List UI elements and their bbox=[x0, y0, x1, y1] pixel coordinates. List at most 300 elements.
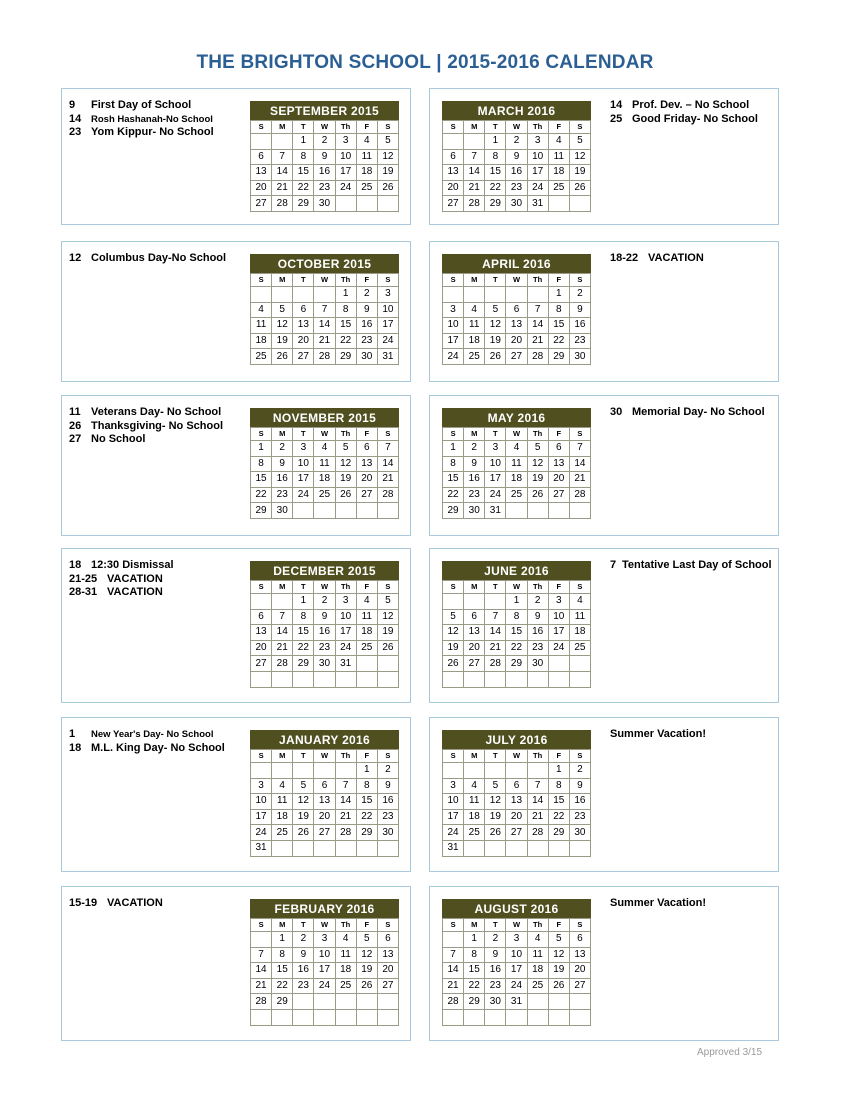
day-cell: 3 bbox=[506, 932, 527, 948]
day-cell bbox=[335, 503, 356, 519]
weekday-header: W bbox=[506, 919, 527, 932]
day-cell: 14 bbox=[527, 318, 548, 334]
month-panel bbox=[61, 717, 411, 872]
weekday-header: Th bbox=[527, 750, 548, 763]
day-cell: 26 bbox=[377, 640, 398, 656]
day-cell: 22 bbox=[485, 180, 506, 196]
day-cell: 13 bbox=[506, 318, 527, 334]
weekday-header: M bbox=[464, 121, 485, 134]
weekday-header: S bbox=[443, 121, 464, 134]
event-item bbox=[69, 897, 247, 911]
weekday-header: M bbox=[464, 581, 485, 594]
day-cell: 2 bbox=[272, 441, 293, 457]
day-cell bbox=[443, 1009, 464, 1025]
day-cell: 9 bbox=[314, 609, 335, 625]
month-panel bbox=[429, 886, 779, 1041]
weekday-header: S bbox=[569, 750, 590, 763]
day-cell: 15 bbox=[548, 318, 569, 334]
day-cell: 15 bbox=[485, 165, 506, 181]
weekday-header: W bbox=[314, 750, 335, 763]
day-cell: 31 bbox=[443, 840, 464, 856]
weekday-header: T bbox=[485, 919, 506, 932]
event-list bbox=[610, 897, 778, 911]
event-item bbox=[610, 728, 778, 742]
day-cell bbox=[527, 840, 548, 856]
day-cell bbox=[356, 1009, 377, 1025]
day-cell: 14 bbox=[485, 625, 506, 641]
day-cell: 3 bbox=[527, 134, 548, 150]
day-cell bbox=[377, 840, 398, 856]
day-cell bbox=[464, 594, 485, 610]
day-cell: 10 bbox=[293, 456, 314, 472]
month-calendar bbox=[250, 254, 399, 365]
day-cell: 22 bbox=[464, 978, 485, 994]
weekday-header: T bbox=[293, 919, 314, 932]
day-cell: 24 bbox=[335, 180, 356, 196]
weekday-header: S bbox=[377, 121, 398, 134]
day-cell: 16 bbox=[377, 794, 398, 810]
event-text: Summer Vacation! bbox=[610, 728, 706, 740]
day-cell: 1 bbox=[251, 441, 272, 457]
day-cell: 21 bbox=[272, 640, 293, 656]
day-cell: 29 bbox=[293, 196, 314, 212]
day-cell bbox=[356, 671, 377, 687]
weekday-header: Th bbox=[335, 121, 356, 134]
day-cell bbox=[485, 287, 506, 303]
day-grid bbox=[250, 120, 399, 212]
day-cell: 13 bbox=[251, 625, 272, 641]
day-cell: 21 bbox=[377, 472, 398, 488]
day-cell: 23 bbox=[377, 809, 398, 825]
month-calendar bbox=[250, 408, 399, 519]
day-cell bbox=[377, 1009, 398, 1025]
day-cell bbox=[251, 594, 272, 610]
day-cell bbox=[356, 503, 377, 519]
day-cell: 30 bbox=[569, 349, 590, 365]
day-cell: 20 bbox=[506, 809, 527, 825]
day-cell: 18 bbox=[272, 809, 293, 825]
event-list bbox=[69, 559, 247, 600]
day-cell: 19 bbox=[377, 165, 398, 181]
day-cell: 5 bbox=[293, 778, 314, 794]
day-cell bbox=[443, 763, 464, 779]
day-cell bbox=[293, 840, 314, 856]
weekday-header: Th bbox=[335, 919, 356, 932]
day-cell bbox=[272, 671, 293, 687]
day-cell: 1 bbox=[293, 594, 314, 610]
day-cell: 10 bbox=[251, 794, 272, 810]
day-cell bbox=[314, 671, 335, 687]
day-cell: 4 bbox=[335, 932, 356, 948]
day-cell bbox=[548, 840, 569, 856]
month-name: SEPTEMBER 2015 bbox=[250, 101, 399, 120]
day-cell: 17 bbox=[335, 625, 356, 641]
month-name: DECEMBER 2015 bbox=[250, 561, 399, 580]
day-cell: 24 bbox=[548, 640, 569, 656]
day-cell: 17 bbox=[314, 963, 335, 979]
day-cell: 15 bbox=[293, 165, 314, 181]
day-cell bbox=[314, 994, 335, 1010]
day-cell: 14 bbox=[569, 456, 590, 472]
event-item bbox=[69, 573, 247, 587]
event-text: Veterans Day- No School bbox=[91, 406, 222, 418]
day-cell: 18 bbox=[314, 472, 335, 488]
event-text: Columbus Day-No School bbox=[91, 252, 227, 264]
day-cell bbox=[443, 594, 464, 610]
day-cell: 27 bbox=[506, 349, 527, 365]
day-cell: 28 bbox=[335, 825, 356, 841]
day-cell: 30 bbox=[377, 825, 398, 841]
day-cell: 17 bbox=[443, 333, 464, 349]
weekday-header: F bbox=[548, 750, 569, 763]
day-cell bbox=[527, 1009, 548, 1025]
day-cell: 4 bbox=[527, 932, 548, 948]
day-cell: 11 bbox=[464, 318, 485, 334]
day-cell bbox=[293, 671, 314, 687]
day-cell: 23 bbox=[314, 180, 335, 196]
day-grid bbox=[442, 427, 591, 519]
day-cell bbox=[377, 196, 398, 212]
day-cell: 24 bbox=[443, 825, 464, 841]
day-cell: 23 bbox=[356, 333, 377, 349]
month-panel bbox=[429, 241, 779, 382]
day-cell: 13 bbox=[293, 318, 314, 334]
day-cell: 6 bbox=[464, 609, 485, 625]
day-cell: 9 bbox=[569, 302, 590, 318]
day-cell bbox=[569, 840, 590, 856]
day-cell bbox=[527, 763, 548, 779]
day-cell: 9 bbox=[377, 778, 398, 794]
day-cell: 5 bbox=[548, 932, 569, 948]
weekday-header: T bbox=[485, 581, 506, 594]
day-cell: 2 bbox=[356, 287, 377, 303]
day-cell bbox=[251, 763, 272, 779]
day-cell: 11 bbox=[548, 149, 569, 165]
event-date: 26 bbox=[69, 419, 82, 432]
day-cell: 4 bbox=[356, 134, 377, 150]
day-cell: 9 bbox=[569, 778, 590, 794]
day-cell: 2 bbox=[314, 594, 335, 610]
event-item bbox=[69, 252, 247, 266]
weekday-header: S bbox=[377, 428, 398, 441]
event-list bbox=[69, 99, 247, 140]
day-cell: 19 bbox=[377, 625, 398, 641]
day-cell: 17 bbox=[443, 809, 464, 825]
month-calendar bbox=[442, 101, 591, 212]
weekday-header: S bbox=[251, 750, 272, 763]
day-cell: 20 bbox=[314, 809, 335, 825]
day-cell: 7 bbox=[377, 441, 398, 457]
event-item bbox=[69, 420, 247, 434]
weekday-header: M bbox=[464, 428, 485, 441]
day-cell: 12 bbox=[443, 625, 464, 641]
day-cell: 12 bbox=[377, 609, 398, 625]
event-date: 28-31 bbox=[69, 586, 98, 598]
day-cell bbox=[356, 994, 377, 1010]
day-cell: 2 bbox=[464, 441, 485, 457]
event-item bbox=[610, 99, 778, 113]
day-cell: 17 bbox=[293, 472, 314, 488]
event-date: 11 bbox=[69, 406, 81, 418]
day-cell: 17 bbox=[506, 963, 527, 979]
day-cell: 23 bbox=[293, 978, 314, 994]
day-cell bbox=[485, 671, 506, 687]
day-cell bbox=[464, 671, 485, 687]
day-cell: 7 bbox=[527, 778, 548, 794]
weekday-header: S bbox=[251, 581, 272, 594]
day-cell bbox=[527, 671, 548, 687]
weekday-header: S bbox=[443, 581, 464, 594]
day-cell: 3 bbox=[377, 287, 398, 303]
day-cell: 3 bbox=[335, 134, 356, 150]
day-cell: 30 bbox=[314, 656, 335, 672]
day-cell: 4 bbox=[314, 441, 335, 457]
day-grid bbox=[250, 427, 399, 519]
day-cell: 9 bbox=[527, 609, 548, 625]
day-cell: 4 bbox=[272, 778, 293, 794]
event-date: 27 bbox=[69, 433, 82, 445]
day-cell: 25 bbox=[506, 487, 527, 503]
day-cell: 25 bbox=[527, 978, 548, 994]
day-cell: 6 bbox=[377, 932, 398, 948]
day-cell: 1 bbox=[548, 287, 569, 303]
day-cell bbox=[335, 196, 356, 212]
day-cell bbox=[569, 503, 590, 519]
weekday-header: W bbox=[314, 428, 335, 441]
day-cell bbox=[293, 994, 314, 1010]
day-cell: 24 bbox=[335, 640, 356, 656]
weekday-header: T bbox=[485, 274, 506, 287]
day-cell: 16 bbox=[569, 794, 590, 810]
day-cell: 7 bbox=[314, 302, 335, 318]
event-item bbox=[610, 559, 778, 573]
day-cell: 22 bbox=[335, 333, 356, 349]
event-item bbox=[69, 126, 247, 140]
day-cell: 7 bbox=[569, 441, 590, 457]
day-cell: 8 bbox=[506, 609, 527, 625]
day-cell: 10 bbox=[527, 149, 548, 165]
day-cell: 21 bbox=[485, 640, 506, 656]
day-cell bbox=[569, 196, 590, 212]
weekday-header: S bbox=[377, 919, 398, 932]
day-cell: 10 bbox=[443, 318, 464, 334]
event-date: 21-25 bbox=[69, 572, 98, 585]
day-cell: 18 bbox=[356, 625, 377, 641]
event-list bbox=[69, 728, 247, 755]
day-cell: 30 bbox=[464, 503, 485, 519]
day-cell: 31 bbox=[251, 840, 272, 856]
weekday-header: M bbox=[464, 750, 485, 763]
weekday-header: M bbox=[464, 919, 485, 932]
day-cell bbox=[272, 287, 293, 303]
event-date: 18-22 bbox=[610, 252, 639, 264]
month-panel bbox=[429, 548, 779, 703]
weekday-header: S bbox=[377, 750, 398, 763]
event-list bbox=[610, 99, 778, 126]
day-cell: 19 bbox=[548, 963, 569, 979]
day-cell: 13 bbox=[443, 165, 464, 181]
day-cell: 1 bbox=[464, 932, 485, 948]
event-text: Prof. Dev. – No School bbox=[632, 99, 750, 111]
day-cell: 25 bbox=[356, 180, 377, 196]
day-cell: 18 bbox=[464, 333, 485, 349]
day-cell: 8 bbox=[548, 302, 569, 318]
day-cell bbox=[548, 503, 569, 519]
weekday-header: T bbox=[485, 121, 506, 134]
day-cell: 25 bbox=[335, 978, 356, 994]
day-cell: 13 bbox=[251, 165, 272, 181]
day-cell: 6 bbox=[506, 302, 527, 318]
weekday-header: S bbox=[443, 919, 464, 932]
day-cell: 12 bbox=[272, 318, 293, 334]
day-cell: 31 bbox=[335, 656, 356, 672]
day-cell: 17 bbox=[377, 318, 398, 334]
day-cell bbox=[464, 840, 485, 856]
weekday-header: S bbox=[569, 274, 590, 287]
day-cell: 5 bbox=[356, 932, 377, 948]
day-cell bbox=[356, 840, 377, 856]
day-cell: 1 bbox=[548, 763, 569, 779]
event-item bbox=[69, 742, 247, 756]
weekday-header: W bbox=[506, 581, 527, 594]
month-panel bbox=[429, 717, 779, 872]
day-cell bbox=[314, 287, 335, 303]
day-cell bbox=[548, 671, 569, 687]
day-cell: 14 bbox=[272, 625, 293, 641]
weekday-header: S bbox=[569, 121, 590, 134]
day-cell bbox=[485, 840, 506, 856]
day-cell: 10 bbox=[314, 947, 335, 963]
event-list bbox=[610, 406, 778, 420]
day-cell: 2 bbox=[569, 287, 590, 303]
day-cell: 12 bbox=[356, 947, 377, 963]
day-cell: 22 bbox=[293, 640, 314, 656]
day-cell: 27 bbox=[548, 487, 569, 503]
day-cell: 3 bbox=[314, 932, 335, 948]
day-cell bbox=[272, 134, 293, 150]
day-cell bbox=[443, 134, 464, 150]
event-text: First Day of School bbox=[91, 99, 192, 111]
weekday-header: Th bbox=[335, 581, 356, 594]
event-text: VACATION bbox=[107, 897, 163, 909]
weekday-header: F bbox=[548, 919, 569, 932]
weekday-header: T bbox=[485, 750, 506, 763]
day-cell: 27 bbox=[356, 487, 377, 503]
day-cell: 13 bbox=[377, 947, 398, 963]
day-cell: 24 bbox=[443, 349, 464, 365]
event-text: VACATION bbox=[107, 586, 163, 598]
day-grid bbox=[442, 749, 591, 857]
day-cell: 5 bbox=[485, 778, 506, 794]
day-cell: 9 bbox=[356, 302, 377, 318]
day-cell bbox=[464, 763, 485, 779]
day-cell: 2 bbox=[293, 932, 314, 948]
day-cell: 14 bbox=[464, 165, 485, 181]
day-grid bbox=[250, 580, 399, 688]
weekday-header: T bbox=[293, 274, 314, 287]
event-text: Summer Vacation! bbox=[610, 897, 706, 909]
day-cell: 2 bbox=[569, 763, 590, 779]
day-cell bbox=[548, 994, 569, 1010]
day-cell: 11 bbox=[272, 794, 293, 810]
event-text: Thanksgiving- No School bbox=[91, 419, 224, 432]
day-cell bbox=[464, 287, 485, 303]
weekday-header: M bbox=[272, 121, 293, 134]
day-cell: 24 bbox=[293, 487, 314, 503]
day-cell: 11 bbox=[356, 149, 377, 165]
day-cell: 11 bbox=[335, 947, 356, 963]
month-name: JULY 2016 bbox=[442, 730, 591, 749]
weekday-header: W bbox=[314, 121, 335, 134]
day-cell bbox=[251, 1009, 272, 1025]
day-cell: 28 bbox=[527, 349, 548, 365]
day-cell: 24 bbox=[527, 180, 548, 196]
day-cell: 31 bbox=[527, 196, 548, 212]
day-cell: 6 bbox=[314, 778, 335, 794]
event-date: 14 bbox=[69, 112, 82, 125]
day-cell bbox=[569, 671, 590, 687]
day-cell: 4 bbox=[251, 302, 272, 318]
event-text: Memorial Day- No School bbox=[632, 406, 765, 418]
day-cell: 22 bbox=[356, 809, 377, 825]
day-cell: 19 bbox=[335, 472, 356, 488]
day-cell: 16 bbox=[314, 165, 335, 181]
day-cell: 15 bbox=[548, 794, 569, 810]
day-cell: 13 bbox=[569, 947, 590, 963]
month-panel bbox=[429, 88, 779, 225]
day-cell: 17 bbox=[485, 472, 506, 488]
day-cell: 20 bbox=[251, 180, 272, 196]
day-cell: 15 bbox=[443, 472, 464, 488]
month-calendar bbox=[442, 899, 591, 1026]
day-cell: 26 bbox=[335, 487, 356, 503]
day-cell: 26 bbox=[569, 180, 590, 196]
day-cell: 1 bbox=[506, 594, 527, 610]
day-cell: 8 bbox=[293, 609, 314, 625]
event-item bbox=[69, 559, 247, 573]
event-item bbox=[610, 897, 778, 911]
event-item bbox=[69, 99, 247, 113]
day-cell: 24 bbox=[377, 333, 398, 349]
day-cell: 4 bbox=[464, 302, 485, 318]
weekday-header: W bbox=[314, 581, 335, 594]
day-cell: 18 bbox=[251, 333, 272, 349]
day-cell: 15 bbox=[464, 963, 485, 979]
day-cell: 1 bbox=[485, 134, 506, 150]
event-item bbox=[610, 113, 778, 127]
day-cell: 11 bbox=[527, 947, 548, 963]
day-cell: 14 bbox=[272, 165, 293, 181]
day-cell: 10 bbox=[335, 149, 356, 165]
day-cell: 2 bbox=[485, 932, 506, 948]
day-cell bbox=[377, 994, 398, 1010]
day-cell: 22 bbox=[293, 180, 314, 196]
day-cell: 5 bbox=[377, 134, 398, 150]
day-cell: 17 bbox=[335, 165, 356, 181]
month-panel bbox=[61, 395, 411, 536]
day-cell: 23 bbox=[527, 640, 548, 656]
event-text: Tentative Last Day of School bbox=[622, 559, 772, 571]
day-cell: 6 bbox=[356, 441, 377, 457]
day-cell: 13 bbox=[356, 456, 377, 472]
day-cell: 14 bbox=[335, 794, 356, 810]
day-cell: 24 bbox=[485, 487, 506, 503]
day-cell bbox=[569, 1009, 590, 1025]
event-list bbox=[610, 559, 778, 573]
day-cell: 21 bbox=[527, 809, 548, 825]
event-item bbox=[69, 113, 247, 127]
day-cell bbox=[527, 503, 548, 519]
